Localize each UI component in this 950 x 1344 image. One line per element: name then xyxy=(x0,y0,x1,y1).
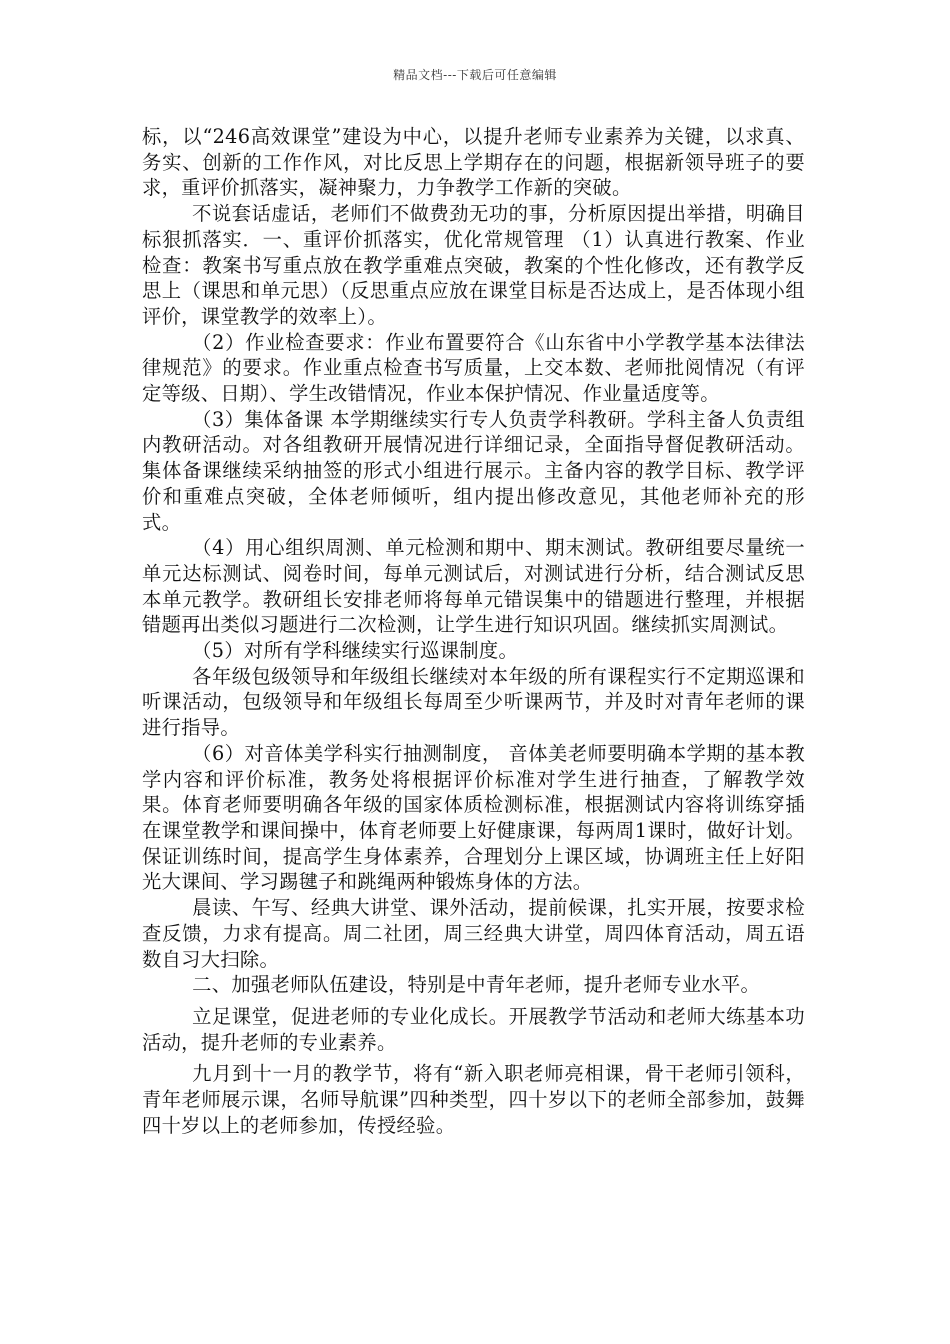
paragraph-4: （3）集体备课 本学期继续实行专人负责学科教研。学科主备人负责组内教研活动。对各组教研开展情况进行详细记录，全面指导督促教研活动。集体备课继续采纳抽签的形式小组进行展示。主备内容的教学目标、教学评价和重难点突破，全体老师倾听，组内提出修改意见，其他老师补充的形式。 xyxy=(142,407,805,534)
paragraph-6: （5）对所有学科继续实行巡课制度。 xyxy=(192,639,519,663)
paragraph-1: 标，以“246高效课堂”建设为中心，以提升老师专业素养为关键，以求真、务实、创新的工作作风，对比反思上学期存在的问题，根据新领导班子的要求，重评价抓落实，凝神聚力，力争教学工作新的突破。 xyxy=(142,125,805,200)
paragraph-9: 晨读、午写、经典大讲堂、课外活动，提前候课，扎实开展，按要求检查反馈，力求有提高。周二社团，周三经典大讲堂，周四体育活动，周五语数自习大扫除。 xyxy=(142,896,805,971)
paragraph-8: （6）对音体美学科实行抽测制度， 音体美老师要明确本学期的基本教学内容和评价标准，教务处将根据评价标准对学生进行抽查，了解教学效果。体育老师要明确各年级的国家体质检测标准，根据测试内容将训练穿插在课堂教学和课间操中，体育老师要上好健康课，每两周1课时，做好计划。保证训练时间，提高学生身体素养，合理划分上课区域，协调班主任上好阳光大课间、学习踢毽子和跳绳两种锻炼身体的方法。 xyxy=(142,741,805,894)
paragraph-7: 各年级包级领导和年级组长继续对本年级的所有课程实行不定期巡课和听课活动，包级领导和年级组长每周至少听课两节，并及时对青年老师的课进行指导。 xyxy=(142,664,805,740)
paragraph-11: 立足课堂，促进老师的专业化成长。开展教学节活动和老师大练基本功活动，提升老师的专业素养。 xyxy=(142,1004,805,1054)
paragraph-12: 九月到十一月的教学节，将有“新入职老师亮相课，骨干老师引领科，青年老师展示课，名师导航课”四种类型，四十岁以下的老师全部参加，鼓舞四十岁以上的老师参加，传授经验。 xyxy=(142,1062,805,1137)
document-body xyxy=(142,124,805,1138)
page-header: 精品文档---下载后可任意编辑 xyxy=(393,68,557,82)
paragraph-5: （4）用心组织周测、单元检测和期中、期末测试。教研组要尽量统一单元达标测试、阅卷时间，每单元测试后，对测试进行分析，结合测试反思本单元教学。教研组长安排老师将每单元错误集中的错题进行整理，并根据错题再出类似习题进行二次检测，让学生进行知识巩固。继续抓实周测试。 xyxy=(142,536,805,637)
paragraph-10: 二、加强老师队伍建设，特别是中青年老师，提升老师专业水平。 xyxy=(192,973,761,997)
paragraph-2: 不说套话虚话，老师们不做费劲无功的事，分析原因提出举措，明确目标狠抓落实．一、重评价抓落实，优化常规管理 （1）认真进行教案、作业检查：教案书写重点放在教学重难点突破，教案的个性化修改，还有教学反思上（课思和单元思）（反思重点应放在课堂目标是否达成上，是否体现小组评价，课堂教学的效率上）。 xyxy=(142,202,805,328)
paragraph-3: （2）作业检查要求：作业布置要符合《山东省中小学教学基本法律法律规范》的要求。作业重点检查书写质量，上交本数、老师批阅情况（有评定等级、日期）、学生改错情况，作业本保护情况、作业量适度等。 xyxy=(142,330,805,406)
